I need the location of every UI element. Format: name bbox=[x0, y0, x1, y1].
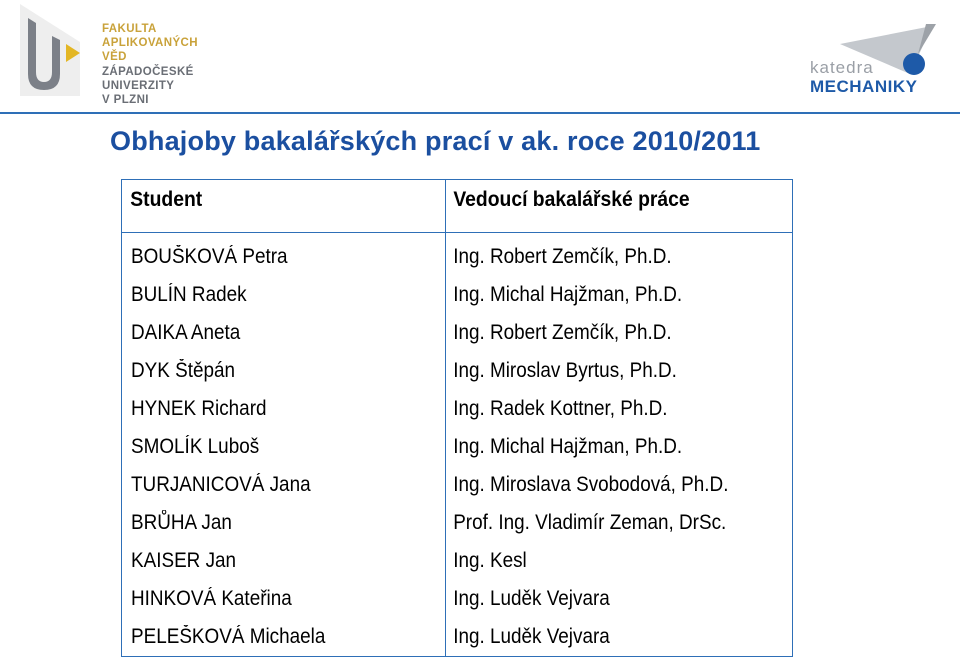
supervisor-name: Prof. Ing. Vladimír Zeman, DrSc. bbox=[453, 511, 727, 534]
supervisor-name: Ing. Michal Hajžman, Ph.D. bbox=[453, 283, 683, 306]
student-name: KAISER Jan bbox=[131, 549, 237, 572]
student-name: PELEŠKOVÁ Michaela bbox=[131, 625, 326, 648]
supervisor-list bbox=[446, 233, 792, 656]
student-list-cell bbox=[122, 233, 446, 657]
supervisor-name: Ing. Kesl bbox=[453, 549, 527, 572]
supervisor-name: Ing. Luděk Vejvara bbox=[453, 625, 610, 648]
column-header-label: Student bbox=[130, 188, 203, 211]
supervisor-name: Ing. Luděk Vejvara bbox=[453, 587, 610, 610]
department-logo-line: MECHANIKY bbox=[810, 77, 918, 96]
student-name: DYK Štěpán bbox=[131, 359, 236, 382]
supervisor-list-cell bbox=[446, 233, 793, 657]
supervisor-name: Ing. Miroslav Byrtus, Ph.D. bbox=[453, 359, 677, 382]
faculty-logo-text bbox=[102, 22, 218, 107]
column-header-student bbox=[122, 180, 446, 233]
student-name: BULÍN Radek bbox=[131, 283, 247, 306]
student-name: HYNEK Richard bbox=[131, 397, 267, 420]
table-header-row bbox=[122, 180, 793, 233]
supervisor-name: Ing. Robert Zemčík, Ph.D. bbox=[453, 245, 672, 268]
department-logo-line: katedra bbox=[810, 58, 874, 77]
table-body-row bbox=[122, 233, 793, 657]
faculty-logo-line: ZÁPADOČESKÉ bbox=[102, 65, 194, 78]
student-name: TURJANICOVÁ Jana bbox=[131, 473, 311, 496]
faculty-logo-line: V PLZNI bbox=[102, 94, 149, 107]
supervisor-name: Ing. Miroslava Svobodová, Ph.D. bbox=[453, 473, 729, 496]
defenses-table bbox=[121, 179, 793, 657]
student-name: HINKOVÁ Kateřina bbox=[131, 587, 292, 610]
faculty-logo-line: UNIVERZITY bbox=[102, 79, 175, 92]
supervisor-name: Ing. Michal Hajžman, Ph.D. bbox=[453, 435, 683, 458]
page-title: Obhajoby bakalářských prací v ak. roce 2010/2011 bbox=[110, 126, 761, 156]
supervisor-name: Ing. Robert Zemčík, Ph.D. bbox=[453, 321, 672, 344]
department-logo bbox=[806, 24, 946, 100]
student-name: DAIKA Aneta bbox=[131, 321, 241, 344]
student-list bbox=[122, 233, 445, 656]
column-header-supervisor bbox=[446, 180, 793, 233]
supervisor-name: Ing. Radek Kottner, Ph.D. bbox=[453, 397, 668, 420]
faculty-logo-line: FAKULTA bbox=[102, 23, 157, 35]
faculty-logo-line: APLIKOVANÝCH VĚD bbox=[102, 37, 198, 64]
column-header-label: Vedoucí bakalářské práce bbox=[453, 188, 690, 211]
student-name: BRŮHA Jan bbox=[131, 511, 232, 534]
faculty-logo-mark-icon bbox=[18, 4, 84, 96]
faculty-logo bbox=[18, 4, 218, 107]
student-name: SMOLÍK Luboš bbox=[131, 435, 260, 458]
student-name: BOUŠKOVÁ Petra bbox=[131, 245, 288, 268]
header-divider bbox=[0, 112, 960, 114]
